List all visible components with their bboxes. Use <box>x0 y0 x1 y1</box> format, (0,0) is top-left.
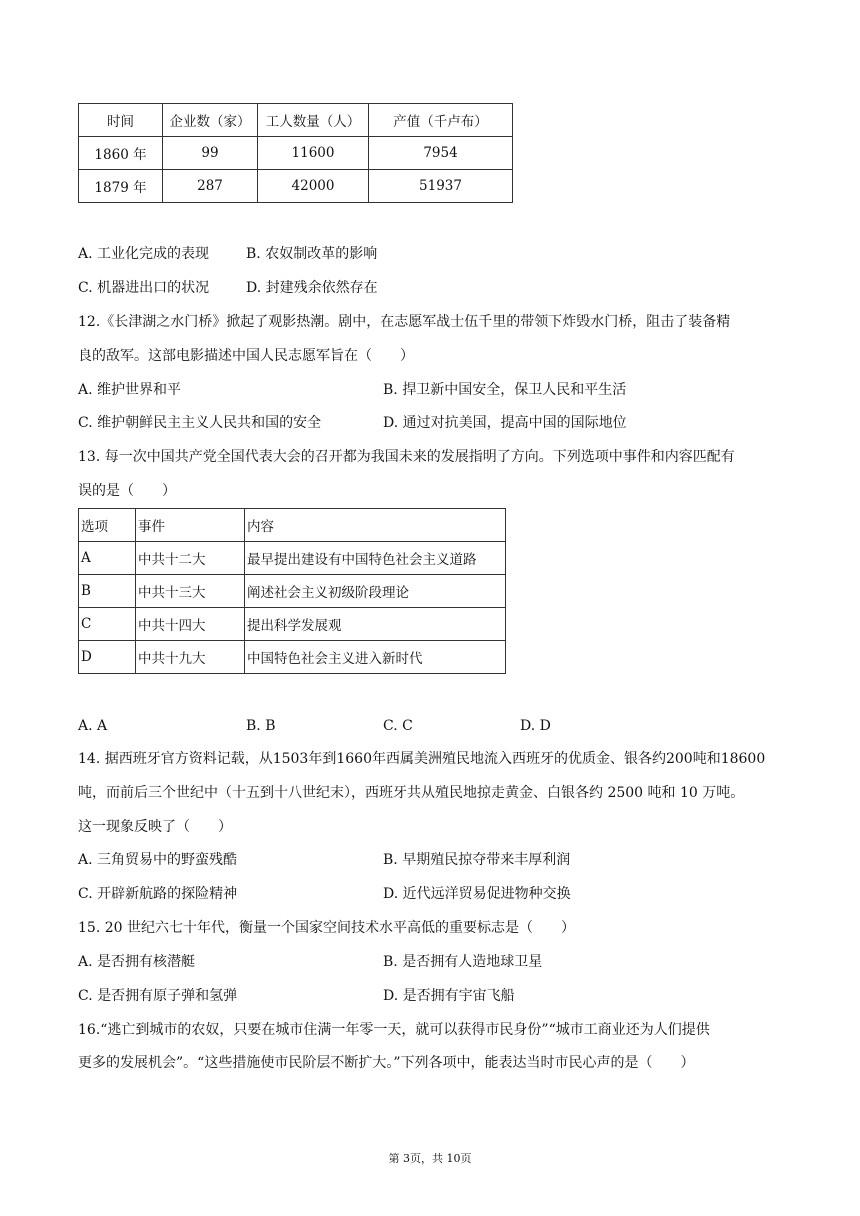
q15-stem: 15. 20 世纪六七十年代，衡量一个国家空间技术水平高低的重要标志是（ ） <box>78 920 575 936</box>
q13-option-c: C. C <box>383 718 413 734</box>
q13-option-d: D. D <box>520 718 551 734</box>
table-cell: 中共十三大 <box>136 575 245 608</box>
table-header-cell: 选项 <box>79 509 136 542</box>
q11-option-b: B. 农奴制改革的影响 <box>246 246 378 262</box>
q14-stem-line: 吨，而前后三个世纪中（十五到十八世纪末），西班牙共从殖民地掠走黄金、白银各约 2500 吨和 10 万吨。 <box>78 785 745 801</box>
q16-stem-line: 16.“逃亡到城市的农奴，只要在城市住满一年零一天，就可以获得市民身份”“城市工商业还为人们提供 <box>78 1022 710 1038</box>
table-cell: 提出科学发展观 <box>245 608 506 641</box>
q15-option-b: B. 是否拥有人造地球卫星 <box>383 954 543 970</box>
table-header-cell: 产值（千卢布） <box>369 104 513 137</box>
q13-stem-line: 13. 每一次中国共产党全国代表大会的召开都为我国未来的发展指明了方向。下列选项中事件和内容匹配有 <box>78 449 735 465</box>
table-row <box>79 137 513 170</box>
table-cell: 中国特色社会主义进入新时代 <box>245 641 506 674</box>
table-cell: 1879 年 <box>79 170 163 203</box>
table-cell: 287 <box>163 170 258 203</box>
q11-option-d: D. 封建残余依然存在 <box>246 280 378 296</box>
table-row <box>79 542 506 575</box>
q13-option-b: B. B <box>246 718 276 734</box>
table-cell: D <box>79 641 136 674</box>
table-cell: 1860 年 <box>79 137 163 170</box>
table-cell: 42000 <box>258 170 369 203</box>
table-cell: 最早提出建设有中国特色社会主义道路 <box>245 542 506 575</box>
table-header-cell: 企业数（家） <box>163 104 258 137</box>
table-header-row <box>79 509 506 542</box>
congress-table <box>78 508 506 674</box>
table-cell: 51937 <box>369 170 513 203</box>
q12-option-d: D. 通过对抗美国，提高中国的国际地位 <box>383 415 627 431</box>
q11-option-c: C. 机器进出口的状况 <box>78 280 210 296</box>
q13-option-a: A. A <box>78 718 108 734</box>
table-cell: 阐述社会主义初级阶段理论 <box>245 575 506 608</box>
table-row <box>79 641 506 674</box>
q15-option-d: D. 是否拥有宇宙飞船 <box>383 988 515 1004</box>
q14-option-c: C. 开辟新航路的探险精神 <box>78 886 238 902</box>
q12-option-a: A. 维护世界和平 <box>78 382 182 398</box>
table-cell: 中共十二大 <box>136 542 245 575</box>
q12-option-c: C. 维护朝鲜民主主义人民共和国的安全 <box>78 415 322 431</box>
table-cell: 7954 <box>369 137 513 170</box>
table-row <box>79 608 506 641</box>
table-cell: B <box>79 575 136 608</box>
q14-stem-line: 这一现象反映了（ ） <box>78 819 232 835</box>
table-header-row <box>79 104 513 137</box>
table-cell: 中共十九大 <box>136 641 245 674</box>
q16-stem-line: 更多的发展机会”。“这些措施使市民阶层不断扩大。”下列各项中，能表达当时市民心声的是（ ） <box>78 1055 695 1071</box>
table-header-cell: 事件 <box>136 509 245 542</box>
page-footer: 第 3页，共 10页 <box>388 1152 472 1165</box>
q15-option-c: C. 是否拥有原子弹和氢弹 <box>78 988 238 1004</box>
table-cell: C <box>79 608 136 641</box>
q15-option-a: A. 是否拥有核潜艇 <box>78 954 196 970</box>
q14-option-a: A. 三角贸易中的野蛮残酷 <box>78 852 238 868</box>
table-header-cell: 时间 <box>79 104 163 137</box>
q12-stem-line: 良的敌军。这部电影描述中国人民志愿军旨在（ ） <box>78 348 414 364</box>
table-cell: 中共十四大 <box>136 608 245 641</box>
production-table <box>78 103 513 203</box>
table-header-cell: 内容 <box>245 509 506 542</box>
q14-option-b: B. 早期殖民掠夺带来丰厚利润 <box>383 852 571 868</box>
table-header-cell: 工人数量（人） <box>258 104 369 137</box>
q12-stem-line: 12.《长津湖之水门桥》掀起了观影热潮。剧中，在志愿军战士伍千里的带领下炸毁水门桥，阻击了装备精 <box>78 314 731 330</box>
q11-option-a: A. 工业化完成的表现 <box>78 246 210 262</box>
q13-stem-line: 误的是（ ） <box>78 483 176 499</box>
table-row <box>79 170 513 203</box>
table-cell: 99 <box>163 137 258 170</box>
table-row <box>79 575 506 608</box>
table-cell: A <box>79 542 136 575</box>
q12-option-b: B. 捍卫新中国安全，保卫人民和平生活 <box>383 382 627 398</box>
table-cell: 11600 <box>258 137 369 170</box>
q14-option-d: D. 近代远洋贸易促进物种交换 <box>383 886 571 902</box>
q14-stem-line: 14. 据西班牙官方资料记载，从1503年到1660年西属美洲殖民地流入西班牙的优质金、银各约200吨和18600 <box>78 751 766 767</box>
